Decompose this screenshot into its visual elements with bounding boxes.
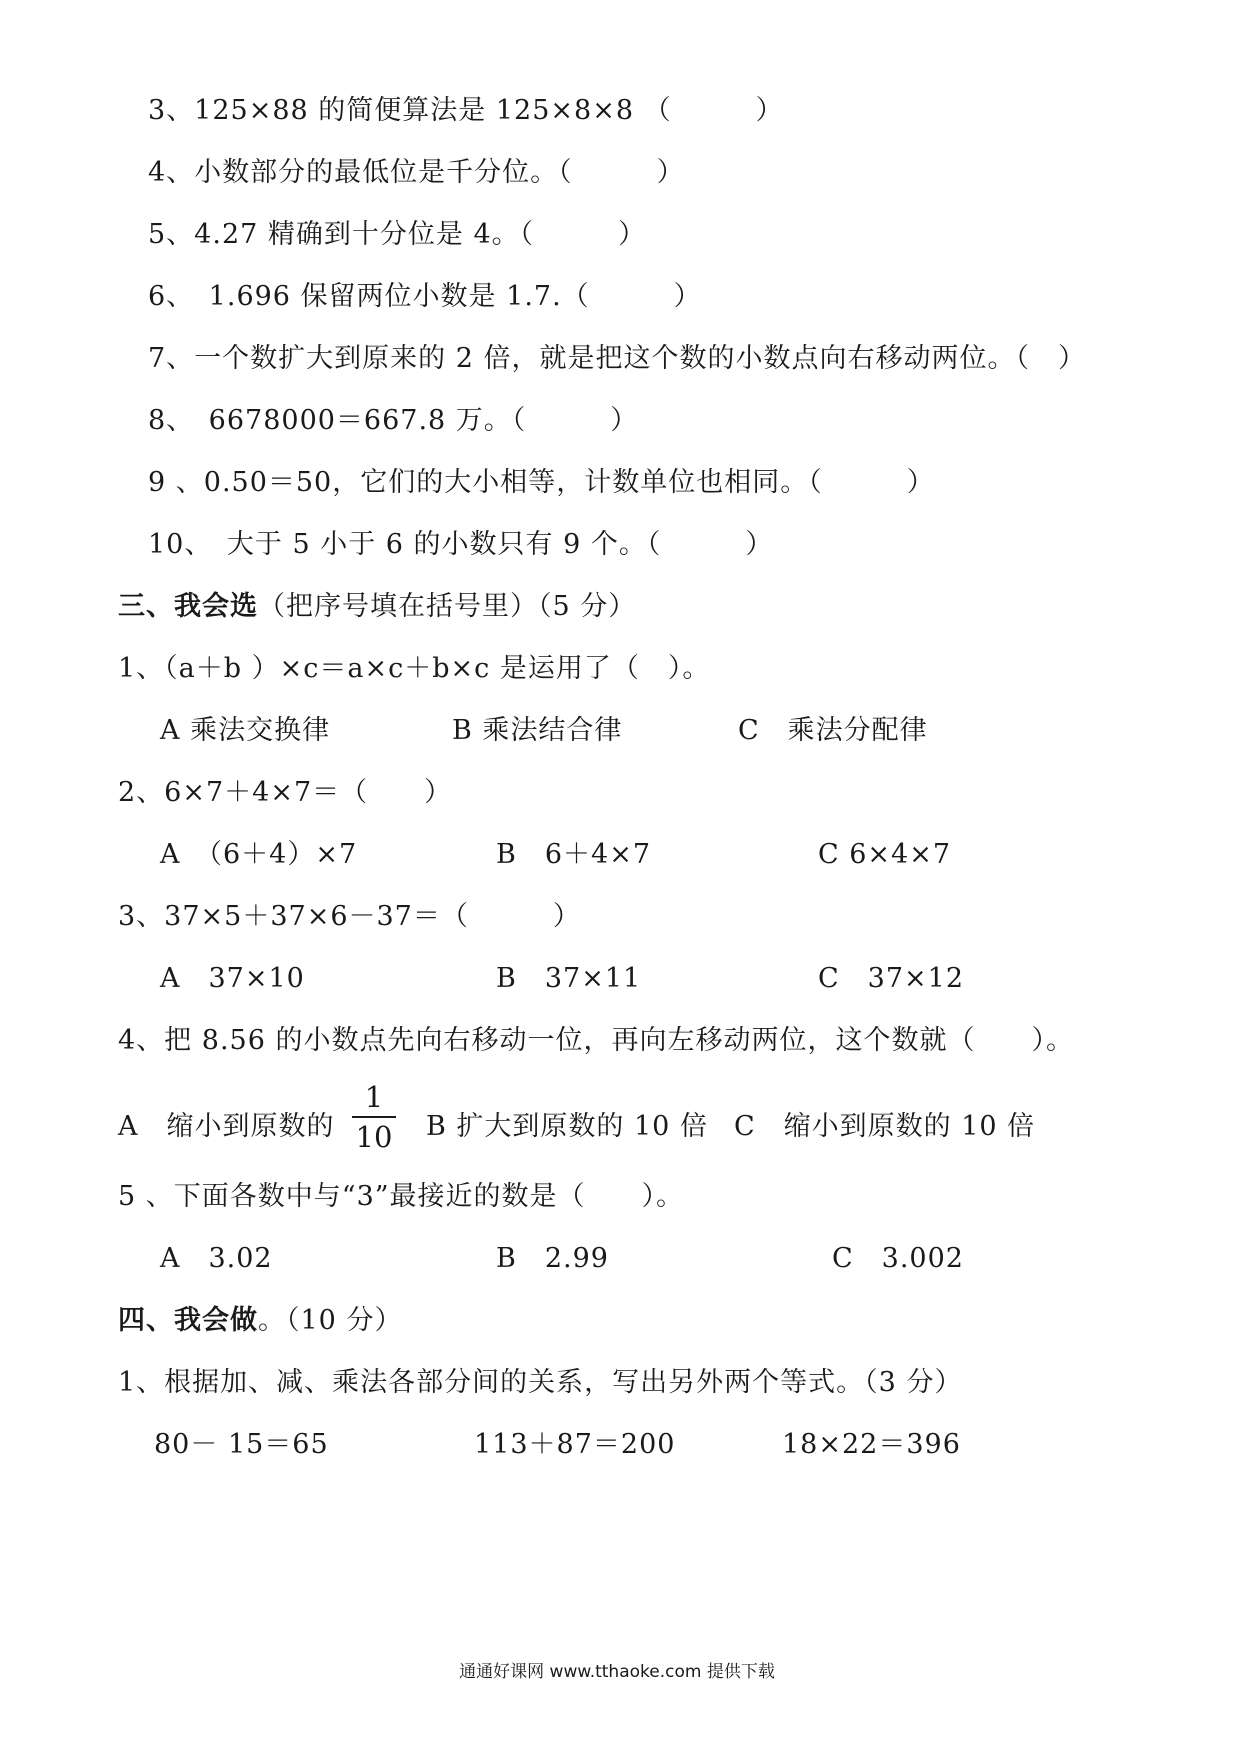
judge-q9: 9 、0.50＝50，它们的大小相等，计数单位也相同。（ ） bbox=[148, 467, 935, 498]
choice-q3-option-b: B 37×11 bbox=[496, 963, 642, 994]
choice-q2-text: 2、6×7＋4×7＝（ ） bbox=[118, 777, 453, 808]
judge-q5: 5、4.27 精确到十分位是 4。（ ） bbox=[148, 219, 647, 250]
judge-q10: 10、 大于 5 小于 6 的小数只有 9 个。（ ） bbox=[148, 529, 774, 560]
section4-heading bbox=[118, 1301, 402, 1341]
section4-title: 四、我会做 bbox=[118, 1305, 258, 1336]
choice-q2-option-b: B 6＋4×7 bbox=[496, 839, 651, 870]
fraction-denominator: 10 bbox=[355, 1120, 393, 1154]
section3-title: 三、我会选 bbox=[118, 591, 258, 622]
choice-q3-option-c: C 37×12 bbox=[818, 963, 964, 994]
section3-note: （把序号填在括号里）（5 分） bbox=[258, 591, 637, 622]
choice-q1-option-c: C 乘法分配律 bbox=[738, 715, 928, 746]
choice-q1-text: 1、（a＋b ）×c＝a×c＋b×c 是运用了（ ）。 bbox=[118, 653, 711, 684]
choice-q4-option-a: A 缩小到原数的 bbox=[118, 1111, 335, 1142]
judge-q8: 8、 6678000＝667.8 万。（ ） bbox=[148, 405, 639, 436]
choice-q1-option-a: A 乘法交换律 bbox=[160, 715, 331, 746]
choice-q5-option-a: A 3.02 bbox=[160, 1243, 273, 1274]
choice-q5-option-c: C 3.002 bbox=[832, 1243, 964, 1274]
judge-q3: 3、125×88 的简便算法是 125×8×8 （ ） bbox=[148, 95, 784, 126]
section4-q1: 1、根据加、减、乘法各部分间的关系，写出另外两个等式。（3 分） bbox=[118, 1367, 963, 1398]
judge-q7: 7、一个数扩大到原来的 2 倍，就是把这个数的小数点向右移动两位。（ ） bbox=[148, 343, 1087, 374]
fraction-bar bbox=[352, 1116, 396, 1118]
choice-q3-option-a: A 37×10 bbox=[160, 963, 305, 994]
equation-3: 18×22＝396 bbox=[782, 1429, 961, 1460]
equation-2: 113＋87＝200 bbox=[474, 1429, 676, 1460]
section3-heading bbox=[118, 587, 636, 627]
choice-q2-option-c: C 6×4×7 bbox=[818, 839, 952, 870]
footer-watermark: 通通好课网 www.tthaoke.com 提供下载 bbox=[459, 1662, 775, 1682]
choice-q4-option-c: C 缩小到原数的 10 倍 bbox=[734, 1111, 1036, 1142]
fraction-numerator: 1 bbox=[364, 1080, 384, 1114]
judge-q4: 4、小数部分的最低位是千分位。（ ） bbox=[148, 157, 685, 188]
choice-q5-text: 5 、下面各数中与“3”最接近的数是（ ）。 bbox=[118, 1181, 685, 1212]
choice-q5-option-b: B 2.99 bbox=[496, 1243, 609, 1274]
section4-note: 。（10 分） bbox=[258, 1305, 403, 1336]
choice-q4-text: 4、把 8.56 的小数点先向右移动一位，再向左移动两位，这个数就（ ）。 bbox=[118, 1025, 1074, 1056]
equation-1: 80－ 15＝65 bbox=[154, 1429, 329, 1460]
choice-q1-option-b: B 乘法结合律 bbox=[452, 715, 623, 746]
judge-q6: 6、 1.696 保留两位小数是 1.7.（ ） bbox=[148, 281, 702, 312]
choice-q2-option-a: A （6＋4）×7 bbox=[160, 839, 358, 870]
choice-q4-option-b: B 扩大到原数的 10 倍 bbox=[426, 1111, 708, 1142]
choice-q4-fraction bbox=[352, 1080, 396, 1154]
choice-q3-text: 3、37×5＋37×6－37＝（ ） bbox=[118, 901, 581, 932]
